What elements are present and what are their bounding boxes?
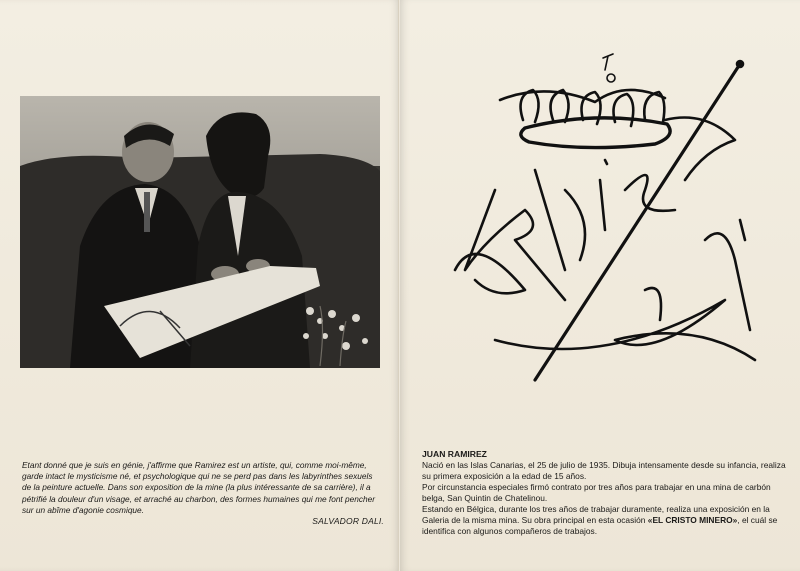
dali-quote: Etant donné que je suis en génie, j'affirme que Ramirez est un artiste, qui, comme moi-même, garde intact le mysticisme né, et psychologique qui ne se perd pas dans les labyrinthes sexuels de la peinture actuelle. Dans son exposition de la mine (la plus intéressante de sa carrière), il a pétrifié la douleur d'un visage, et arraché au charbon, des formes humaines qui me font pencher sur un abîme d'agonie cosmique. <box>22 460 376 515</box>
quote-author: SALVADOR DALI. <box>312 516 384 526</box>
bio-highlight: «EL CRISTO MINERO» <box>647 515 738 525</box>
bio-paragraph <box>422 504 794 537</box>
bio-text-segment: Estando en Bélgica, durante los tres años de trabajar duramente, realiza una exposición en la Galeria de la misma mina. Su obra principal en esta ocasión <box>422 504 770 525</box>
photograph <box>20 96 380 368</box>
bio-paragraph: Nació en las Islas Canarias, el 25 de julio de 1935. Dibuja intensamente desde su infancia, realiza su primera exposición a la edad de 15 años. <box>422 460 786 481</box>
bio-text <box>422 460 794 537</box>
bio-text-segment: , el cuál se identifica con algunos compañeros de trabajos. <box>422 515 778 536</box>
bio-paragraph: Por circunstancia especiales firmó contrato por tres años para trabajar en una mina de carbón belga, San Quintin de Chatelinou. <box>422 482 771 503</box>
photo-image <box>20 96 380 368</box>
signature-drawing <box>405 40 795 425</box>
bio-title: JUAN RAMIREZ <box>422 449 487 459</box>
